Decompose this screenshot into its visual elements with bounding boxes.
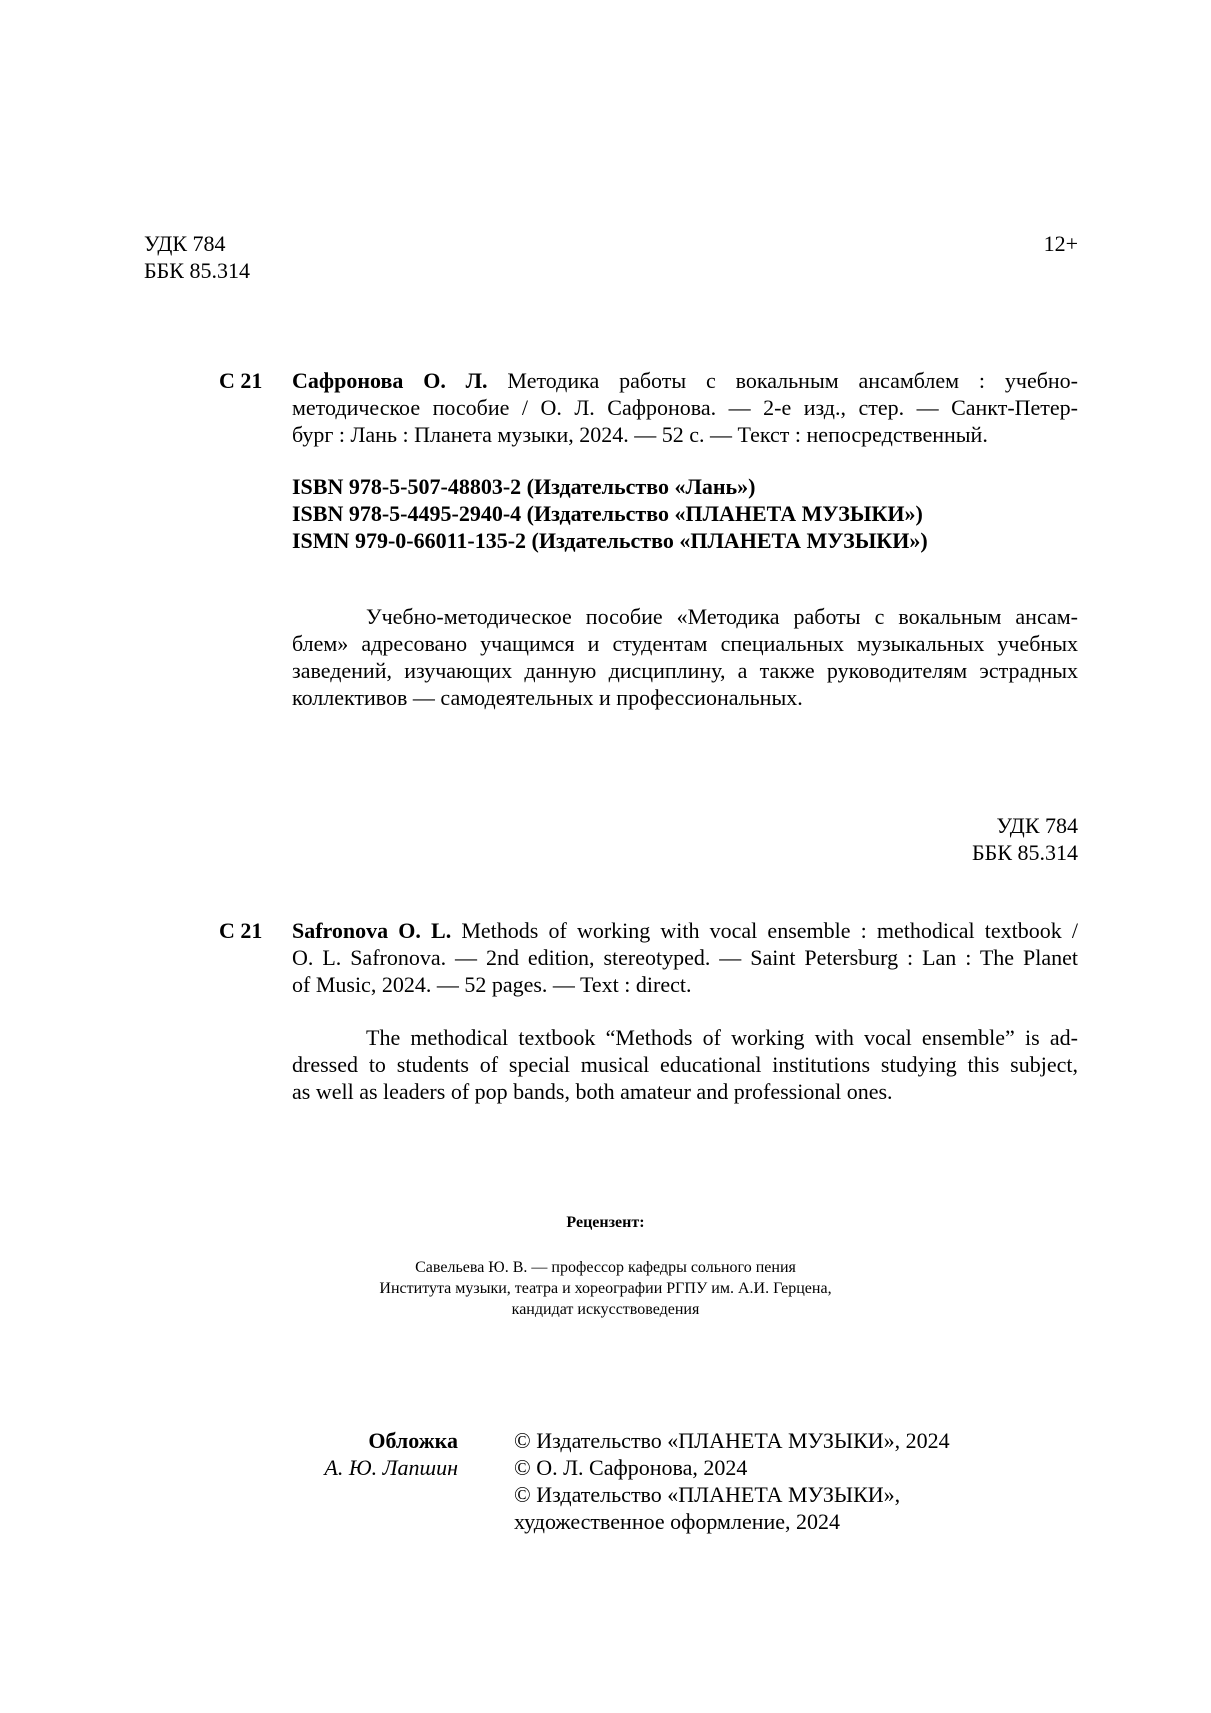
bbk-code: ББК 85.314 xyxy=(972,840,1078,865)
cover-artist: А. Ю. Лапшин xyxy=(324,1455,458,1480)
copyright-line: художественное оформление, 2024 xyxy=(514,1509,841,1534)
en-record-line: O. L. Safronova. — 2nd edition, stereotyped. — Saint Petersburg : Lan : The Planet xyxy=(292,945,1078,970)
isbn-line: ISBN 978-5-4495-2940-4 (Издательство «ПЛАНЕТА МУЗЫКИ») xyxy=(292,501,923,526)
cover-credit xyxy=(324,1427,458,1481)
ismn-line: ISMN 979-0-66011-135-2 (Издательство «ПЛАНЕТА МУЗЫКИ») xyxy=(292,528,928,553)
ru-annotation xyxy=(292,603,1078,711)
ru-author-name: Сафронова О. Л. xyxy=(292,368,488,393)
reviewer-line: кандидат искусствоведения xyxy=(511,1301,700,1318)
cover-label: Обложка xyxy=(368,1428,458,1453)
bbk-code: ББК 85.314 xyxy=(144,258,250,283)
en-annotation-line: as well as leaders of pop bands, both amateur and professional ones. xyxy=(292,1079,893,1104)
en-record-line: of Music, 2024. — 52 pages. — Text : direct. xyxy=(292,972,692,997)
copyright-line: © Издательство «ПЛАНЕТА МУЗЫКИ», 2024 xyxy=(514,1428,950,1453)
classification-top xyxy=(144,230,250,284)
en-annotation xyxy=(292,1024,1078,1105)
en-annotation-line: dressed to students of special musical educational institutions studying this subject, xyxy=(292,1052,1078,1077)
reviewer-line: Института музыки, театра и хореографии РГПУ им. А.И. Герцена, xyxy=(379,1280,832,1297)
udk-code: УДК 784 xyxy=(144,231,226,256)
en-author-name: Safronova O. L. xyxy=(292,918,452,943)
isbn-line: ISBN 978-5-507-48803-2 (Издательство «Лань») xyxy=(292,474,756,499)
ru-author-code: С 21 xyxy=(219,368,263,393)
ru-annotation-line: заведений, изучающих данную дисциплину, а также руководителям эстрадных xyxy=(292,658,1078,683)
ru-record-line: методическое пособие / О. Л. Сафронова. — 2-е изд., стер. — Санкт-Петер- xyxy=(292,395,1078,420)
copyright-line: © Издательство «ПЛАНЕТА МУЗЫКИ», xyxy=(514,1482,901,1507)
en-author-code: С 21 xyxy=(219,918,263,943)
ru-record-line: бург : Лань : Планета музыки, 2024. — 52 с. — Текст : непосредственный. xyxy=(292,422,988,447)
en-annotation-line: The methodical textbook “Methods of working with vocal ensemble” is ad- xyxy=(366,1025,1078,1050)
age-rating: 12+ xyxy=(1043,231,1078,256)
ru-record-line: Сафронова О. Л. Методика работы с вокальным ансамблем : учебно- xyxy=(292,368,1079,393)
ru-annotation-line: блем» адресовано учащимся и студентам специальных музыкальных учебных xyxy=(292,631,1078,656)
copyright-block xyxy=(514,1427,950,1535)
classification-bottom xyxy=(972,812,1078,866)
ru-bibliographic-record xyxy=(292,367,1078,448)
reviewer-heading: Рецензент: xyxy=(566,1214,645,1231)
ru-annotation-line: коллективов — самодеятельных и профессиональных. xyxy=(292,685,803,710)
reviewer-details xyxy=(0,1257,1211,1320)
isbn-block xyxy=(292,473,1078,554)
en-record-line: Safronova O. L. Methods of working with vocal ensemble : methodical textbook / xyxy=(292,918,1078,943)
ru-annotation-line: Учебно-методическое пособие «Методика работы с вокальным ансам- xyxy=(366,604,1078,629)
en-bibliographic-record xyxy=(292,917,1078,998)
udk-code: УДК 784 xyxy=(996,813,1078,838)
copyright-line: © О. Л. Сафронова, 2024 xyxy=(514,1455,748,1480)
reviewer-line: Савельева Ю. В. — профессор кафедры сольного пения xyxy=(415,1259,796,1276)
